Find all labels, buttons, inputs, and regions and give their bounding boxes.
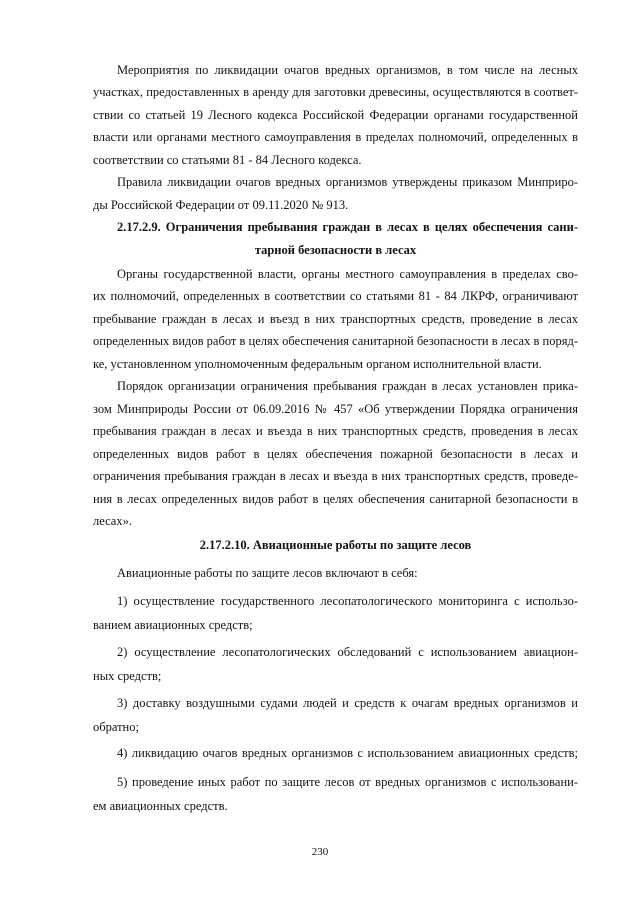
paragraph-line: пребывание граждан в лесах и въезд в них транспортных средств, проведение в лесах xyxy=(93,312,578,326)
paragraph-line: их полномочий, определенных в соответствии со статьями 81 - 84 ЛКРФ, ограничивают xyxy=(93,289,578,303)
list-item: ем авиационных средств. xyxy=(93,799,228,813)
page-number: 230 xyxy=(311,846,329,858)
section-heading: тарной безопасности в лесах xyxy=(254,243,417,257)
section-heading: 2.17.2.10. Авиационные работы по защите лесов xyxy=(199,538,472,552)
paragraph-line: зом Минприроды России от 06.09.2016 № 457 «Об утверждении Порядка ограничения xyxy=(93,402,578,416)
paragraph-line: пребывания граждан в лесах и въезда в них транспортных средств, проведения в лесах xyxy=(93,424,578,438)
paragraph-line: ке, установленном уполномоченным федеральным органом исполнительной власти. xyxy=(93,357,542,371)
paragraph-line: Авиационные работы по защите лесов включают в себя: xyxy=(117,566,418,580)
paragraph-line: определенных видов работ в целях обеспечения санитарной безопасности в лесах в поряд- xyxy=(93,334,578,348)
paragraph-line: Правила ликвидации очагов вредных организмов утверждены приказом Минприро- xyxy=(117,175,578,189)
paragraph-line: участках, предоставленных в аренду для заготовки древесины, осуществляются в соответ- xyxy=(93,85,578,99)
paragraph-line: соответствии со статьями 81 - 84 Лесного кодекса. xyxy=(93,153,362,167)
paragraph-line: власти или органами местного самоуправления в пределах полномочий, определенных в xyxy=(93,130,578,144)
paragraph-line: Мероприятия по ликвидации очагов вредных организмов, в том числе на лесных xyxy=(117,63,578,77)
paragraph-line: ния в лесах определенных видов работ в целях обеспечения санитарной безопасности в xyxy=(93,492,578,506)
list-item: обратно; xyxy=(93,720,139,734)
list-item: ванием авиационных средств; xyxy=(93,618,253,632)
list-item: 2) осуществление лесопатологических обследований с использованием авиацион- xyxy=(117,645,578,659)
paragraph-line: ограничения пребывания граждан в лесах и въезда в них транспортных средств, проведе- xyxy=(93,469,578,483)
list-item: 4) ликвидацию очагов вредных организмов с использованием авиационных средств; xyxy=(117,746,578,760)
list-item: 3) доставку воздушными судами людей и средств к очагам вредных организмов и xyxy=(117,696,578,710)
paragraph-line: Порядок организации ограничения пребывания граждан в лесах установлен прика- xyxy=(117,379,578,393)
paragraph-line: ды Российской Федерации от 09.11.2020 № 913. xyxy=(93,198,349,212)
paragraph-line: Органы государственной власти, органы местного самоуправления в пределах сво- xyxy=(117,267,578,281)
paragraph-line: ствии со статьей 19 Лесного кодекса Российской Федерации органами государственной xyxy=(93,108,578,122)
paragraph-line: лесах». xyxy=(93,514,132,528)
list-item: 1) осуществление государственного лесопатологического мониторинга с использо- xyxy=(117,594,578,608)
list-item: 5) проведение иных работ по защите лесов от вредных организмов с использовани- xyxy=(117,775,578,789)
paragraph-line: определенных видов работ в целях обеспечения пожарной безопасности в лесах и xyxy=(93,447,578,461)
list-item: ных средств; xyxy=(93,669,162,683)
section-heading: 2.17.2.9. Ограничения пребывания граждан в лесах в целях обеспечения сани- xyxy=(117,220,578,234)
